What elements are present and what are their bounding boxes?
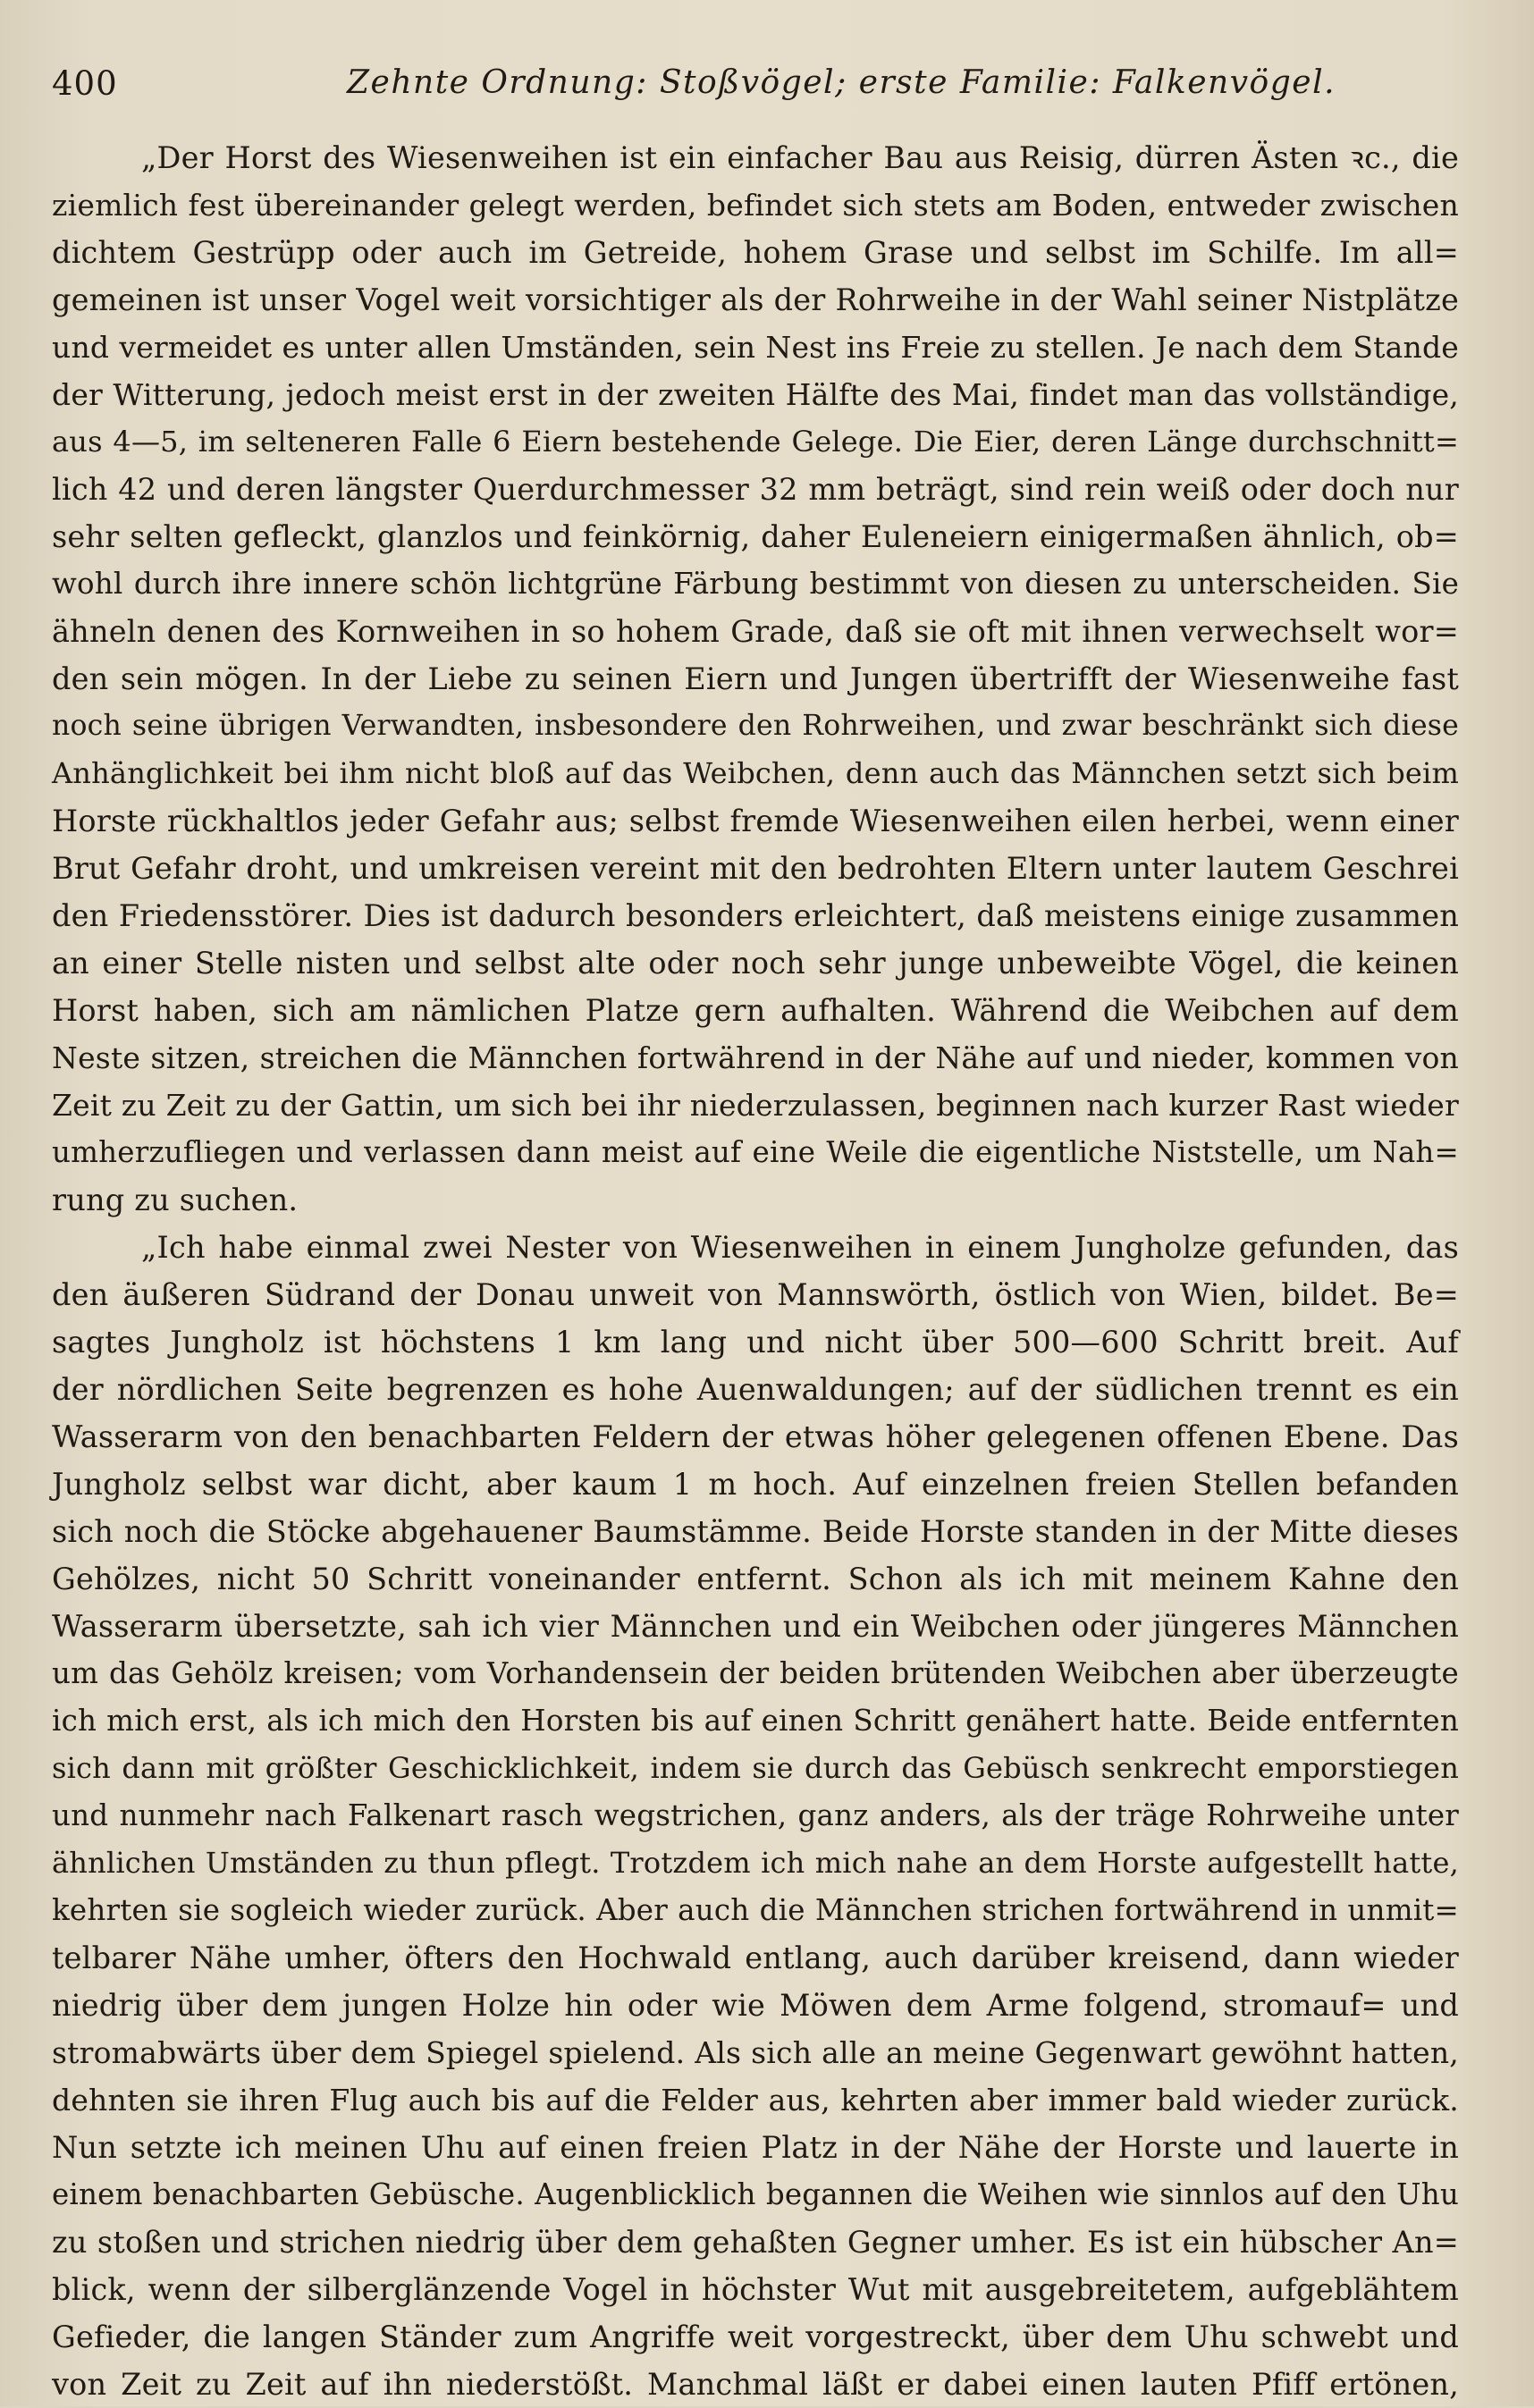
text-line: sehr selten gefleckt, glanzlos und feinkörnig, daher Euleneiern einigermaßen ähnlich, ob= [52, 519, 1459, 554]
text-line: und nunmehr nach Falkenart rasch wegstrichen, ganz anders, als der träge Rohrweihe unter [52, 1798, 1459, 1832]
text-line: der Witterung, jedoch meist erst in der zweiten Hälfte des Mai, findet man das vollständige, [52, 377, 1459, 412]
text-line: Jungholz selbst war dicht, aber kaum 1 m hoch. Auf einzelnen freien Stellen befanden [52, 1467, 1459, 1502]
text-line: um das Gehölz kreisen; vom Vorhandensein der beiden brütenden Weibchen aber überzeugte [52, 1656, 1459, 1690]
text-line: stromabwärts über dem Spiegel spielend. Als sich alle an meine Gegenwart gewöhnt hatten, [52, 2035, 1459, 2070]
text-line: Zeit zu Zeit zu der Gattin, um sich bei ihr niederzulassen, beginnen nach kurzer Rast wieder [52, 1088, 1459, 1123]
running-head: Zehnte Ordnung: Stoßvögel; erste Familie: Falkenvögel. [347, 64, 1336, 101]
text-line: an einer Stelle nisten und selbst alte oder noch sehr junge unbeweibte Vögel, die keinen [52, 946, 1459, 981]
text-line: der nördlichen Seite begrenzen es hohe Auenwaldungen; auf der südlichen trennt es ein [52, 1372, 1459, 1407]
text-line: und vermeidet es unter allen Umständen, sein Nest ins Freie zu stellen. Je nach dem Stande [52, 330, 1459, 365]
text-line: Gehölzes, nicht 50 Schritt voneinander entfernt. Schon als ich mit meinem Kahne den [52, 1562, 1459, 1596]
text-line: umherzufliegen und verlassen dann meist auf eine Weile die eigentliche Niststelle, um Nah= [52, 1135, 1459, 1169]
text-line: den Friedensstörer. Dies ist dadurch besonders erleichtert, daß meistens einige zusammen [52, 898, 1459, 933]
body-text [52, 134, 1459, 2408]
text-line: ziemlich fest übereinander gelegt werden, befindet sich stets am Boden, entweder zwischen [52, 188, 1459, 223]
text-line: den sein mögen. In der Liebe zu seinen Eiern und Jungen übertrifft der Wiesenweihe fast [52, 661, 1459, 696]
text-line: den äußeren Südrand der Donau unweit von Mannswörth, östlich von Wien, bildet. Be= [52, 1277, 1459, 1312]
text-line: Anhänglichkeit bei ihm nicht bloß auf das Weibchen, denn auch das Männchen setzt sich beim [52, 756, 1459, 790]
text-line: Gefieder, die langen Ständer zum Angriffe weit vorgestreckt, über dem Uhu schwebt und [52, 2320, 1459, 2354]
text-line: sich dann mit größter Geschicklichkeit, indem sie durch das Gebüsch senkrecht emporstiegen [52, 1751, 1459, 1785]
text-line: Wasserarm übersetzte, sah ich vier Männchen und ein Weibchen oder jüngeres Männchen [52, 1609, 1459, 1644]
text-line: Nun setzte ich meinen Uhu auf einen freien Platz in der Nähe der Horste und lauerte in [52, 2130, 1459, 2165]
text-line: sagtes Jungholz ist höchstens 1 km lang und nicht über 500—600 Schritt breit. Auf [52, 1325, 1459, 1360]
text-line: noch seine übrigen Verwandten, insbesondere den Rohrweihen, und zwar beschränkt sich diese [52, 710, 1459, 742]
text-line: gemeinen ist unser Vogel weit vorsichtiger als der Rohrweihe in der Wahl seiner Nistplätze [52, 282, 1459, 317]
text-line: wohl durch ihre innere schön lichtgrüne Färbung bestimmt von diesen zu unterscheiden. Sie [52, 567, 1459, 601]
text-line: zu stoßen und strichen niedrig über dem gehaßten Gegner umher. Es ist ein hübscher An= [52, 2225, 1459, 2260]
text-line: kehrten sie sogleich wieder zurück. Aber auch die Männchen strichen fortwährend in unmit= [52, 1893, 1459, 1927]
text-line: niedrig über dem jungen Holze hin oder wie Möwen dem Arme folgend, stromauf= und [52, 1988, 1459, 2023]
text-line: lich 42 und deren längster Querdurchmesser 32 mm beträgt, sind rein weiß oder doch nur [52, 472, 1459, 507]
text-line: ähnlichen Umständen zu thun pflegt. Trotzdem ich mich nahe an dem Horste aufgestellt hatte, [52, 1846, 1459, 1880]
text-line: ähneln denen des Kornweihen in so hohem Grade, daß sie oft mit ihnen verwechselt wor= [52, 614, 1459, 649]
text-line: von Zeit zu Zeit auf ihn niederstößt. Manchmal läßt er dabei einen lauten Pfiff ertönen, [52, 2367, 1459, 2402]
page-header [52, 61, 1464, 114]
text-line: sich noch die Stöcke abgehauener Baumstämme. Beide Horste standen in der Mitte dieses [52, 1514, 1459, 1549]
text-line: Brut Gefahr droht, und umkreisen vereint mit den bedrohten Eltern unter lautem Geschrei [52, 851, 1459, 886]
text-line: „Der Horst des Wiesenweihen ist ein einfacher Bau aus Reisig, dürren Ästen ꝛc., die [141, 140, 1459, 175]
text-line: „Ich habe einmal zwei Nester von Wiesenweihen in einem Jungholze gefunden, das [141, 1230, 1459, 1265]
text-line: dichtem Gestrüpp oder auch im Getreide, hohem Grase und selbst im Schilfe. Im all= [52, 235, 1459, 270]
text-line: einem benachbarten Gebüsche. Augenblicklich begannen die Weihen wie sinnlos auf den Uhu [52, 2177, 1459, 2211]
text-line: rung zu suchen. [52, 1183, 299, 1217]
text-line: aus 4—5, im selteneren Falle 6 Eiern bestehende Gelege. Die Eier, deren Länge durchschnitt= [52, 425, 1459, 459]
text-line: Neste sitzen, streichen die Männchen fortwährend in der Nähe auf und nieder, kommen von [52, 1040, 1459, 1075]
text-line: Horste rückhaltlos jeder Gefahr aus; selbst fremde Wiesenweihen eilen herbei, wenn einer [52, 804, 1459, 838]
text-line: dehnten sie ihren Flug auch bis auf die Felder aus, kehrten aber immer bald wieder zurück. [52, 2083, 1459, 2118]
text-line: blick, wenn der silberglänzende Vogel in höchster Wut mit ausgebreitetem, aufgeblähtem [52, 2272, 1459, 2307]
text-line: Horst haben, sich am nämlichen Platze gern aufhalten. Während die Weibchen auf dem [52, 993, 1459, 1028]
text-line: ich mich erst, als ich mich den Horsten bis auf einen Schritt genähert hatte. Beide entfernten [52, 1704, 1459, 1738]
page-number: 400 [52, 64, 118, 103]
text-line: telbarer Nähe umher, öfters den Hochwald entlang, auch darüber kreisend, dann wieder [52, 1941, 1459, 1975]
text-line: Wasserarm von den benachbarten Feldern der etwas höher gelegenen offenen Ebene. Das [52, 1419, 1459, 1454]
